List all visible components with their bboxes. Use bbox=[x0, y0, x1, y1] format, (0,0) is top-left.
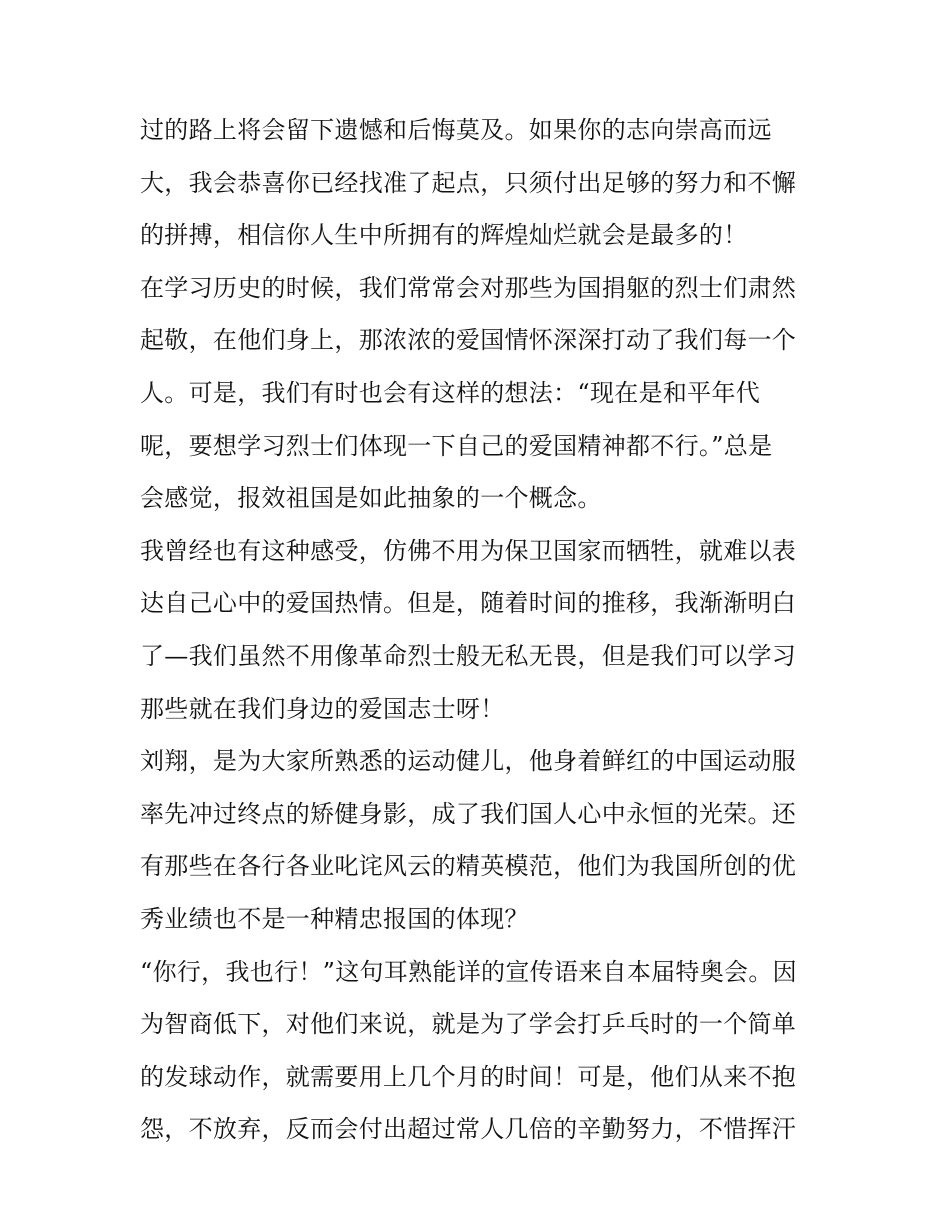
text-line: 那些就在我们身边的爱国志士呀！ bbox=[140, 694, 505, 723]
text-line: 的拼搏，相信你人生中所拥有的辉煌灿烂就会是最多的！ bbox=[140, 221, 748, 250]
text-line: 起敬，在他们身上，那浓浓的爱国情怀深深打动了我们每一个 bbox=[140, 326, 797, 355]
text-line: 大，我会恭喜你已经找准了起点，只须付出足够的努力和不懈 bbox=[140, 168, 797, 197]
text-line: 过的路上将会留下遗憾和后悔莫及。如果你的志向崇高而远 bbox=[140, 116, 772, 144]
text-line: 了—我们虽然不用像革命烈士般无私无畏，但是我们可以学习 bbox=[140, 641, 797, 670]
text-line: 为智商低下，对他们来说，就是为了学会打乒乓时的一个简单 bbox=[140, 1010, 797, 1039]
text-line: 有那些在各行各业叱诧风云的精英模范，他们为我国所创的优 bbox=[140, 852, 797, 881]
text-line: 刘翔，是为大家所熟悉的运动健儿，他身着鲜红的中国运动服 bbox=[140, 747, 797, 776]
text-line: 率先冲过终点的矫健身影，成了我们国人心中永恒的光荣。还 bbox=[140, 799, 797, 828]
text-line: 在学习历史的时候，我们常常会对那些为国捐躯的烈士们肃然 bbox=[140, 273, 797, 302]
text-line: 达自己心中的爱国热情。但是，随着时间的推移，我渐渐明白 bbox=[140, 589, 797, 618]
text-line: 我曾经也有这种感受，仿佛不用为保卫国家而牺牲，就难以表 bbox=[140, 536, 797, 565]
text-line: 呢，要想学习烈士们体现一下自己的爱国精神都不行。”总是 bbox=[140, 431, 773, 460]
text-line: 会感觉，报效祖国是如此抽象的一个概念。 bbox=[140, 484, 602, 513]
text-line: 人。可是，我们有时也会有这样的想法：“现在是和平年代 bbox=[140, 378, 761, 407]
text-line: 秀业绩也不是一种精忠报国的体现？ bbox=[140, 904, 529, 933]
text-line: “你行，我也行！”这句耳熟能详的宣传语来自本届特奥会。因 bbox=[140, 957, 797, 986]
document-body bbox=[140, 104, 820, 1156]
text-line: 的发球动作，就需要用上几个月的时间！可是，他们从来不抱 bbox=[140, 1062, 797, 1091]
text-line: 怨，不放弃，反而会付出超过常人几倍的辛勤努力，不惜挥汗 bbox=[140, 1115, 797, 1144]
